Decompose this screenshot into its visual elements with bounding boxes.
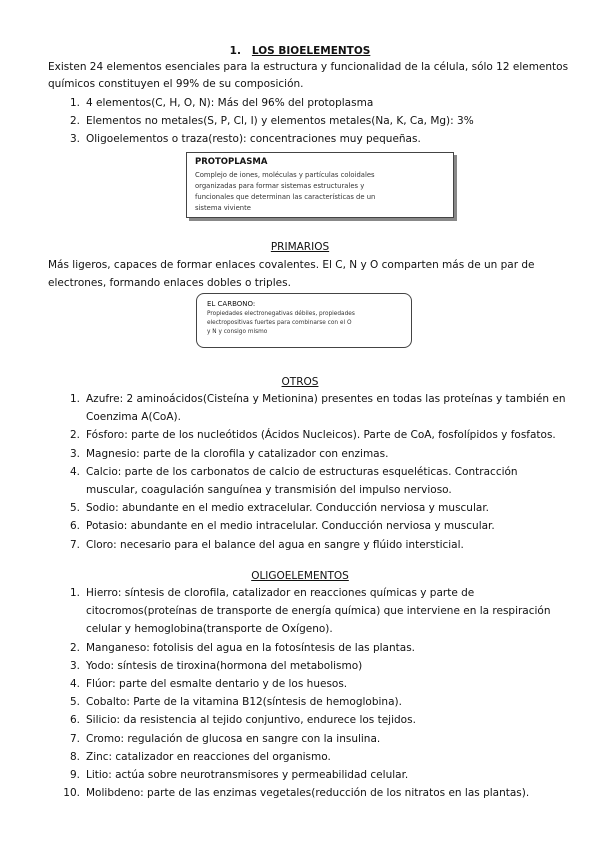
primarios-line-1: Más ligeros, capaces de formar enlaces covalentes. El C, N y O comparten más de un par de	[48, 259, 535, 271]
list-item-line: Azufre: 2 aminoácidos(Cisteína y Metionina) presentes en todas las proteínas y también en	[86, 393, 566, 405]
list-number: 5.	[69, 696, 80, 709]
list-number: 7.	[69, 732, 80, 745]
box-line: sistema viviente	[195, 204, 251, 212]
title-text: LOS BIOELEMENTOS	[251, 45, 371, 57]
otros-heading: OTROS	[281, 376, 319, 388]
list-item-line: muscular, coagulación sanguínea y transmisión del impulso nervioso.	[86, 484, 452, 496]
oligo-heading: OLIGOELEMENTOS	[251, 570, 349, 582]
box-title: EL CARBONO:	[207, 300, 256, 308]
list-item-line: Cobalto: Parte de la vitamina B12(síntesis de hemoglobina).	[86, 696, 402, 709]
list-number: 7.	[69, 538, 80, 551]
primarios-line-2: electrones, formando enlaces dobles o triples.	[48, 277, 291, 289]
list-item: Oligoelementos o traza(resto): concentraciones muy pequeñas.	[86, 133, 421, 145]
box-line: y N y consigo mismo	[207, 329, 268, 335]
list-item-line: Fósforo: parte de los nucleótidos (Ácidos Nucleicos). Parte de CoA, fosfolípidos y fosfatos.	[86, 429, 556, 442]
list-number: 4.	[69, 465, 80, 478]
list-number: 3.	[69, 659, 80, 672]
list-item-line: Manganeso: fotolisis del agua en la fotosíntesis de las plantas.	[86, 641, 416, 654]
box-line: Propiedades electronegativas débiles, propiedades	[207, 311, 355, 317]
list-number: 3.	[69, 447, 80, 460]
list-item-line: Coenzima A(CoA).	[86, 411, 181, 424]
list-number: 1.	[69, 587, 80, 599]
list-number: 1.	[69, 97, 80, 109]
list-item-line: Sodio: abundante en el medio extracelular. Conducción nerviosa y muscular.	[86, 502, 490, 515]
box-line: Complejo de iones, moléculas y partículas coloidales	[195, 171, 375, 179]
list-number: 2.	[69, 641, 80, 654]
list-item: 4 elementos(C, H, O, N): Más del 96% del protoplasma	[86, 97, 374, 109]
list-item: Elementos no metales(S, P, Cl, I) y elementos metales(Na, K, Ca, Mg): 3%	[86, 115, 474, 127]
list-item-line: Silicio: da resistencia al tejido conjuntivo, endurece los tejidos.	[86, 714, 416, 727]
list-number: 5.	[69, 502, 80, 515]
list-item-line: Molibdeno: parte de las enzimas vegetales(reducción de los nitratos en las plantas).	[86, 787, 530, 800]
box-line: organizadas para formar sistemas estructurales y	[195, 182, 365, 190]
list-item-line: Zinc: catalizador en reacciones del organismo.	[86, 750, 331, 763]
list-number: 8.	[69, 750, 80, 763]
list-item-line: citocromos(proteínas de transporte de energía química) que interviene en la respiración	[86, 605, 551, 618]
list-item-line: celular y hemoglobina(transporte de Oxígeno).	[86, 623, 333, 636]
list-item-line: Cromo: regulación de glucosa en sangre con la insulina.	[86, 732, 381, 745]
document-title	[0, 45, 600, 57]
box-line: funcionales que determinan las características de un	[195, 193, 376, 201]
protoplasma-box	[186, 152, 454, 218]
list-item-line: Cloro: necesario para el balance del agua en sangre y flúido intersticial.	[86, 538, 464, 551]
list-item-line: Yodo: síntesis de tiroxina(hormona del metabolismo)	[86, 659, 363, 672]
primarios-heading: PRIMARIOS	[270, 241, 330, 253]
list-item-line: Calcio: parte de los carbonatos de calcio de estructuras esqueléticas. Contracción	[86, 465, 518, 478]
list-number: 6.	[69, 520, 80, 533]
list-number: 2.	[69, 115, 80, 127]
list-item-line: Litio: actúa sobre neurotransmisores y permeabilidad celular.	[86, 769, 409, 781]
list-number: 9.	[69, 769, 80, 781]
title-number: 1.	[229, 45, 241, 57]
list-number: 2.	[69, 429, 80, 442]
list-item-line: Flúor: parte del esmalte dentario y de los huesos.	[86, 678, 348, 690]
list-number: 10.	[63, 787, 80, 800]
intro-line-2: químicos constituyen el 99% de su composición.	[48, 78, 304, 90]
list-number: 3.	[69, 133, 80, 145]
box-line: electropositivas fuertes para combinarse con el O	[207, 320, 352, 326]
carbono-box	[196, 293, 412, 348]
intro-line-1: Existen 24 elementos esenciales para la estructura y funcionalidad de la célula, sólo 12 elementos	[48, 61, 569, 73]
list-number: 4.	[69, 678, 80, 690]
box-title: PROTOPLASMA	[195, 157, 268, 167]
list-item-line: Magnesio: parte de la clorofila y catalizador con enzimas.	[86, 447, 389, 460]
list-item-line: Potasio: abundante en el medio intracelular. Conducción nerviosa y muscular.	[86, 520, 495, 533]
list-number: 6.	[69, 714, 80, 727]
list-number: 1.	[69, 393, 80, 405]
list-item-line: Hierro: síntesis de clorofila, catalizador en reacciones químicas y parte de	[86, 587, 475, 599]
